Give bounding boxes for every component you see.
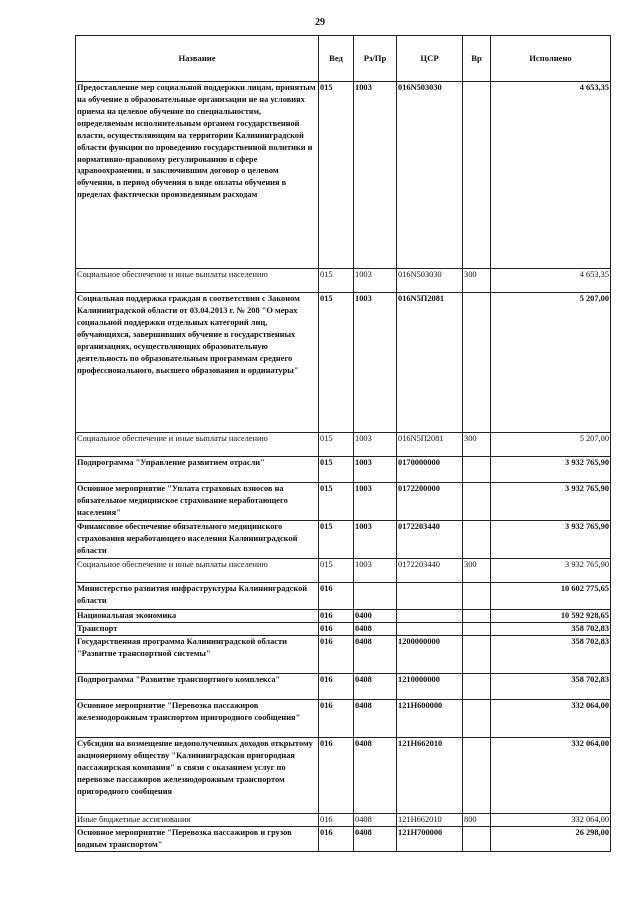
- row-rzpr: 1003: [354, 521, 397, 559]
- row-done: 5 207,00: [491, 433, 611, 457]
- row-ved: 016: [319, 610, 354, 623]
- header-done: Исполнено: [491, 36, 611, 82]
- row-name: Основное мероприятие "Уплата страховых взносов на обязательное медицинское страхование неработающего населения": [76, 483, 319, 521]
- row-done: 10 592 928,65: [491, 610, 611, 623]
- row-csr: 016N5П2081: [397, 293, 463, 433]
- row-name: Социальное обеспечение и иные выплаты населению: [76, 269, 319, 293]
- row-ved: 016: [319, 699, 354, 737]
- row-ved: 015: [319, 433, 354, 457]
- row-vr: [463, 737, 491, 813]
- table-row: [76, 622, 611, 635]
- row-vr: [463, 457, 491, 483]
- row-csr: 016N503030: [397, 82, 463, 269]
- table-row: [76, 457, 611, 483]
- row-done: 3 932 765,90: [491, 483, 611, 521]
- row-ved: 015: [319, 82, 354, 269]
- row-ved: 015: [319, 559, 354, 583]
- row-done: 3 932 765,90: [491, 457, 611, 483]
- row-done: 3 932 765,90: [491, 559, 611, 583]
- row-ved: 015: [319, 293, 354, 433]
- row-csr: 1200000000: [397, 635, 463, 673]
- row-rzpr: 1003: [354, 269, 397, 293]
- row-rzpr: 1003: [354, 433, 397, 457]
- table-row: [76, 699, 611, 737]
- row-done: 332 064,00: [491, 813, 611, 826]
- row-rzpr: 0408: [354, 813, 397, 826]
- row-csr: 121H662010: [397, 737, 463, 813]
- row-done: 26 298,00: [491, 826, 611, 851]
- row-vr: 800: [463, 813, 491, 826]
- row-vr: [463, 622, 491, 635]
- row-ved: 015: [319, 457, 354, 483]
- table-row: [76, 521, 611, 559]
- row-done: 358 702,83: [491, 622, 611, 635]
- row-name: Социальное обеспечение и иные выплаты населению: [76, 559, 319, 583]
- table-row: [76, 737, 611, 813]
- row-csr: 121H700000: [397, 826, 463, 851]
- table-row: [76, 583, 611, 610]
- row-vr: [463, 826, 491, 851]
- row-ved: 016: [319, 635, 354, 673]
- row-vr: 300: [463, 559, 491, 583]
- row-vr: [463, 583, 491, 610]
- row-rzpr: 0408: [354, 699, 397, 737]
- row-vr: [463, 610, 491, 623]
- row-done: 358 702,83: [491, 635, 611, 673]
- row-ved: 016: [319, 826, 354, 851]
- header-ved: Вед: [319, 36, 354, 82]
- table-header-row: [76, 36, 611, 82]
- table-row: [76, 433, 611, 457]
- row-rzpr: 0400: [354, 610, 397, 623]
- row-vr: 300: [463, 433, 491, 457]
- row-name: Министерство развития инфраструктуры Калининградской области: [76, 583, 319, 610]
- table-row: [76, 826, 611, 851]
- row-name: Подпрограмма "Развитие транспортного комплекса": [76, 673, 319, 699]
- row-csr: 1210000000: [397, 673, 463, 699]
- header-csr: ЦСР: [397, 36, 463, 82]
- row-done: 4 653,35: [491, 269, 611, 293]
- row-csr: [397, 583, 463, 610]
- row-name: Транспорт: [76, 622, 319, 635]
- row-csr: 0172203440: [397, 559, 463, 583]
- row-rzpr: 1003: [354, 483, 397, 521]
- row-rzpr: 0408: [354, 737, 397, 813]
- row-vr: [463, 293, 491, 433]
- row-csr: 016N503030: [397, 269, 463, 293]
- budget-table: [75, 35, 611, 852]
- row-ved: 015: [319, 483, 354, 521]
- row-csr: [397, 622, 463, 635]
- row-csr: [397, 610, 463, 623]
- table-row: [76, 610, 611, 623]
- table-row: [76, 813, 611, 826]
- table-row: [76, 559, 611, 583]
- table-row: [76, 635, 611, 673]
- row-vr: [463, 82, 491, 269]
- row-ved: 016: [319, 813, 354, 826]
- row-rzpr: 1003: [354, 82, 397, 269]
- row-csr: 121H662010: [397, 813, 463, 826]
- table-row: [76, 293, 611, 433]
- row-csr: 0170000000: [397, 457, 463, 483]
- row-ved: 016: [319, 583, 354, 610]
- row-name: Финансовое обеспечение обязательного медицинского страхования неработающего населения Калининградской области: [76, 521, 319, 559]
- row-vr: [463, 699, 491, 737]
- row-name: Национальная экономика: [76, 610, 319, 623]
- row-name: Государственная программа Калининградской области "Развитие транспортной системы": [76, 635, 319, 673]
- row-csr: 0172200000: [397, 483, 463, 521]
- row-vr: [463, 673, 491, 699]
- row-rzpr: 0408: [354, 622, 397, 635]
- row-name: Иные бюджетные ассигнования: [76, 813, 319, 826]
- page-number: 29: [315, 17, 325, 28]
- row-done: 332 064,00: [491, 737, 611, 813]
- table-row: [76, 82, 611, 269]
- row-name: Субсидии на возмещение недополученных доходов открытому акционерному обществу "Калининградская пригородная пассажирская компания" в связи с оказанием услуг по перевозке пассажиров железнодорожным транспортом пригородного сообщения: [76, 737, 319, 813]
- header-vr: Вр: [463, 36, 491, 82]
- row-done: 358 702,83: [491, 673, 611, 699]
- table-row: [76, 483, 611, 521]
- row-csr: 0172203440: [397, 521, 463, 559]
- row-csr: 121H600000: [397, 699, 463, 737]
- row-rzpr: 0408: [354, 635, 397, 673]
- row-name: Социальная поддержка граждан в соответствии с Законом Калининградской области от 03.04.2013 г. № 208 "О мерах социальной поддержки отдельных категорий лиц, обучающихся, завершивших обучение в государственных организациях, осуществляющих образовательную деятельность по образовательным программам среднего профессионального, высшего образования и ординатуры": [76, 293, 319, 433]
- row-done: 5 207,00: [491, 293, 611, 433]
- table-row: [76, 673, 611, 699]
- row-vr: [463, 635, 491, 673]
- row-name: Подпрограмма "Управление развитием отрасли": [76, 457, 319, 483]
- row-vr: [463, 521, 491, 559]
- row-ved: 016: [319, 737, 354, 813]
- row-ved: 015: [319, 521, 354, 559]
- header-name: Название: [76, 36, 319, 82]
- row-name: Социальное обеспечение и иные выплаты населению: [76, 433, 319, 457]
- row-vr: 300: [463, 269, 491, 293]
- row-done: 4 653,35: [491, 82, 611, 269]
- table-row: [76, 269, 611, 293]
- row-vr: [463, 483, 491, 521]
- row-done: 332 064,00: [491, 699, 611, 737]
- row-name: Основное мероприятие "Перевозка пассажиров железнодорожным транспортом пригородного сообщения": [76, 699, 319, 737]
- row-name: Основное мероприятие "Перевозка пассажиров и грузов водным транспортом": [76, 826, 319, 851]
- row-rzpr: 0408: [354, 673, 397, 699]
- row-ved: 015: [319, 269, 354, 293]
- row-ved: 016: [319, 622, 354, 635]
- row-rzpr: 0408: [354, 826, 397, 851]
- row-name: Предоставление мер социальной поддержки лицам, принятым на обучение в образовательные организации не на условиях приема на целевое обучение по специальностям, определяемым исполнительным органом государственной власти, осуществляющим на территории Калининградской области функции по проведению государственной политики и нормативно-правовому регулированию в сфере здравоохранения, и заключившим договор о целевом обучении, в период обучения в виде оплаты обучения в пределах фактически произведенным расходам: [76, 82, 319, 269]
- row-done: 3 932 765,90: [491, 521, 611, 559]
- row-rzpr: [354, 583, 397, 610]
- header-rzpr: Рз/Пр: [354, 36, 397, 82]
- row-rzpr: 1003: [354, 293, 397, 433]
- row-done: 10 602 775,65: [491, 583, 611, 610]
- row-ved: 016: [319, 673, 354, 699]
- row-csr: 016N5П2081: [397, 433, 463, 457]
- row-rzpr: 1003: [354, 457, 397, 483]
- row-rzpr: 1003: [354, 559, 397, 583]
